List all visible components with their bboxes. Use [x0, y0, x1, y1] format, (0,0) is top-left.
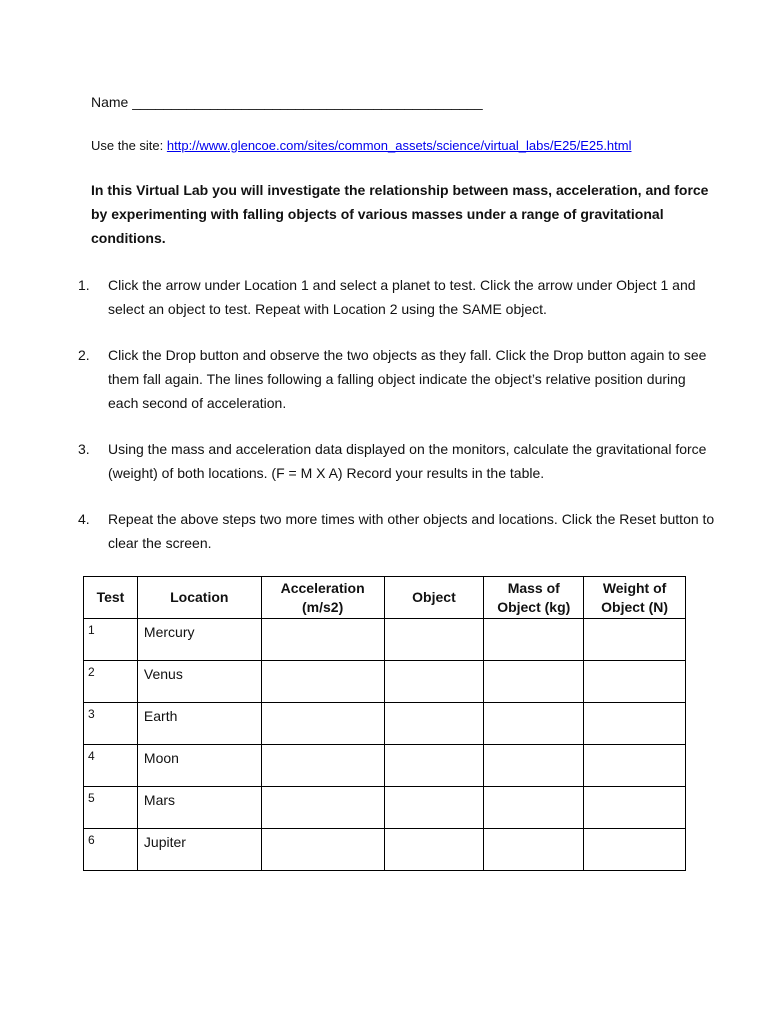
- intro-paragraph: In this Virtual Lab you will investigate the relationship between mass, acceleration, and force by experimenting with falling objects of various masses under a range of gravitational conditions.: [91, 182, 709, 246]
- acceleration-cell[interactable]: [261, 745, 384, 787]
- mass-cell[interactable]: [484, 703, 584, 745]
- weight-cell[interactable]: [584, 787, 686, 829]
- mass-cell[interactable]: [484, 745, 584, 787]
- table-row: [84, 829, 686, 871]
- object-cell[interactable]: [384, 661, 484, 703]
- site-line: [91, 138, 632, 153]
- acceleration-cell[interactable]: [261, 661, 384, 703]
- acceleration-cell[interactable]: [261, 703, 384, 745]
- table-row: [84, 703, 686, 745]
- weight-cell[interactable]: [584, 745, 686, 787]
- step-text: Using the mass and acceleration data displayed on the monitors, calculate the gravitational force (weight) of both locations. (F = M X A) Record your results in the table.: [108, 441, 707, 481]
- header-location: Location: [137, 577, 261, 619]
- name-line: [91, 94, 483, 110]
- test-number: 5: [84, 787, 138, 829]
- site-link[interactable]: http://www.glencoe.com/sites/common_assets/science/virtual_labs/E25/E25.html: [166, 138, 632, 153]
- weight-cell[interactable]: [584, 703, 686, 745]
- mass-cell[interactable]: [484, 661, 584, 703]
- site-label: Use the site:: [91, 138, 164, 153]
- name-label: Name: [91, 94, 129, 110]
- acceleration-cell[interactable]: [261, 829, 384, 871]
- header-weight: Weight of Object (N): [584, 577, 686, 619]
- test-number: 6: [84, 829, 138, 871]
- name-blank: _____________________________________________: [132, 94, 483, 110]
- location-cell: Mars: [137, 787, 261, 829]
- test-number: 4: [84, 745, 138, 787]
- location-cell: Mercury: [137, 619, 261, 661]
- step-number: 2.: [78, 347, 90, 363]
- acceleration-cell[interactable]: [261, 619, 384, 661]
- table-row: [84, 787, 686, 829]
- mass-cell[interactable]: [484, 787, 584, 829]
- instruction-step: [78, 437, 718, 485]
- location-cell: Jupiter: [137, 829, 261, 871]
- instruction-step: [78, 273, 718, 321]
- table-header-row: [84, 577, 686, 619]
- weight-cell[interactable]: [584, 619, 686, 661]
- mass-cell[interactable]: [484, 829, 584, 871]
- step-number: 3.: [78, 441, 90, 457]
- table-row: [84, 619, 686, 661]
- step-number: 4.: [78, 511, 90, 527]
- step-text: Click the arrow under Location 1 and select a planet to test. Click the arrow under Object 1 and select an object to test. Repeat with Location 2 using the SAME object.: [108, 277, 696, 317]
- object-cell[interactable]: [384, 703, 484, 745]
- test-number: 1: [84, 619, 138, 661]
- step-number: 1.: [78, 277, 90, 293]
- object-cell[interactable]: [384, 829, 484, 871]
- acceleration-cell[interactable]: [261, 787, 384, 829]
- mass-cell[interactable]: [484, 619, 584, 661]
- instruction-step: [78, 343, 718, 415]
- object-cell[interactable]: [384, 619, 484, 661]
- table-row: [84, 745, 686, 787]
- step-text: Repeat the above steps two more times with other objects and locations. Click the Reset button to clear the screen.: [108, 511, 715, 551]
- location-cell: Venus: [137, 661, 261, 703]
- object-cell[interactable]: [384, 787, 484, 829]
- test-number: 2: [84, 661, 138, 703]
- results-table: [83, 576, 686, 871]
- table-row: [84, 661, 686, 703]
- instruction-step: [78, 507, 718, 555]
- header-object: Object: [384, 577, 484, 619]
- header-mass: Mass of Object (kg): [484, 577, 584, 619]
- location-cell: Moon: [137, 745, 261, 787]
- location-cell: Earth: [137, 703, 261, 745]
- instruction-list: [78, 273, 718, 577]
- weight-cell[interactable]: [584, 829, 686, 871]
- test-number: 3: [84, 703, 138, 745]
- header-acceleration: Acceleration (m/s2): [261, 577, 384, 619]
- object-cell[interactable]: [384, 745, 484, 787]
- step-text: Click the Drop button and observe the two objects as they fall. Click the Drop button again to see them fall again. The lines following a falling object indicate the object’s relative position during each second of acceleration.: [108, 347, 707, 411]
- header-test: Test: [84, 577, 138, 619]
- weight-cell[interactable]: [584, 661, 686, 703]
